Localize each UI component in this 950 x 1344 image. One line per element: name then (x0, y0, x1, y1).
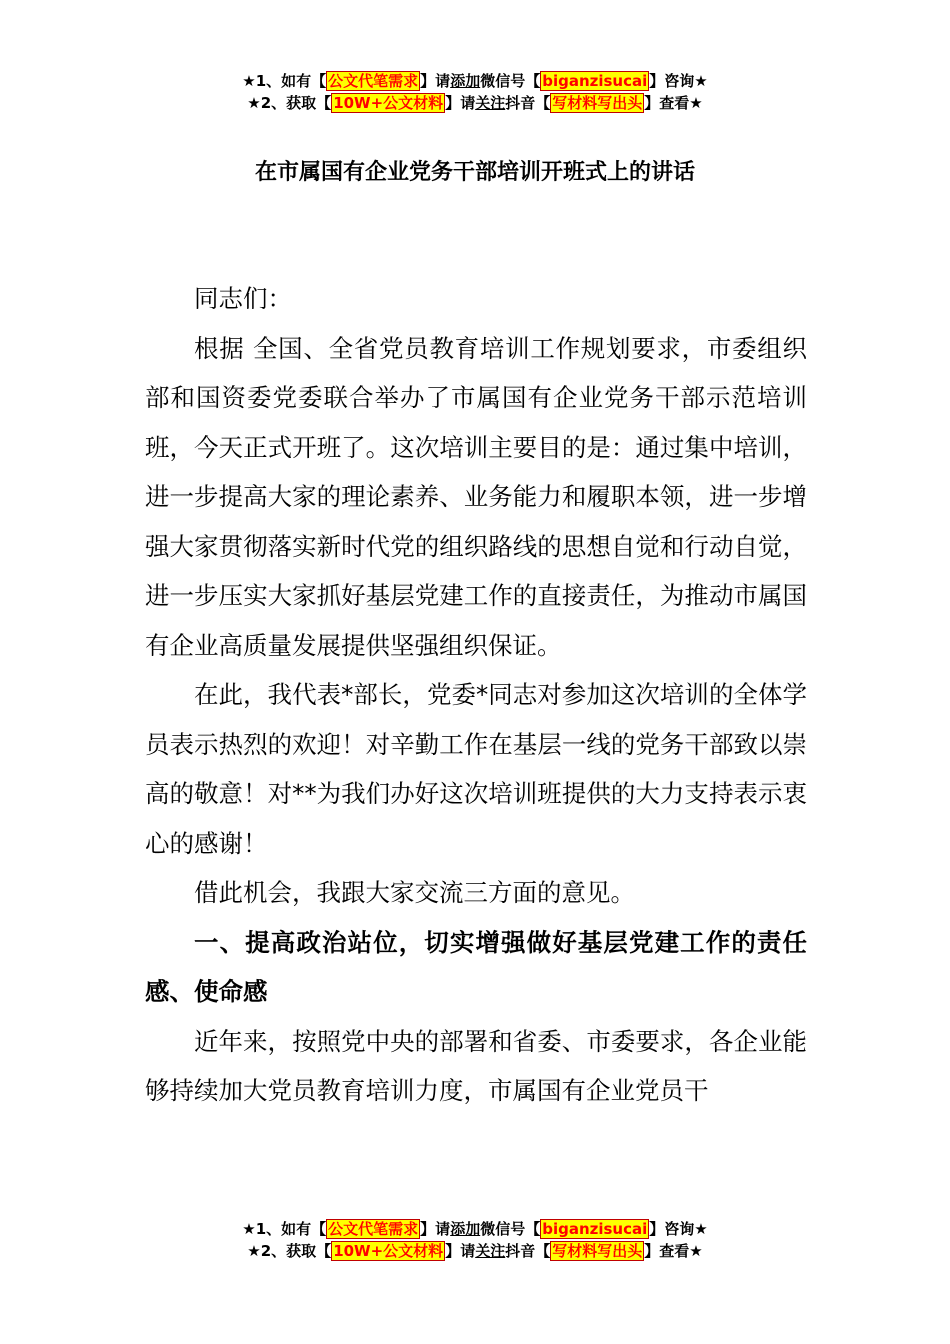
banner-highlight: 10W+公文材料 (333, 1242, 444, 1260)
section-heading-1: 一、提高政治站位，切实增强做好基层党建工作的责任感、使命感 (145, 927, 807, 1006)
banner-text: 】请 (420, 1220, 451, 1238)
paragraph-3: 借此机会，我跟大家交流三方面的意见。 (194, 878, 635, 907)
banner-line-1 (0, 1218, 950, 1240)
banner-underline: 添加 (450, 1220, 481, 1238)
document-body (145, 274, 807, 1116)
banner-line-2 (0, 92, 950, 114)
banner-highlight: 公文代笔需求 (328, 72, 419, 90)
paragraph-1: 根据 全国、全省党员教育培训工作规划要求，市委组织部和国资委党委联合举办了市属国有企业党务干部示范培训班，今天正式开班了。这次培训主要目的是：通过集中培训，进一步提高大家的理论素养、业务能力和履职本领，进一步增强大家贯彻落实新时代党的组织路线的思想自觉和行动自觉，进一步压实大家抓好基层党建工作的直接责任，为推动市属国有企业高质量发展提供坚强组织保证。 (145, 333, 807, 660)
banner-highlight: biganzisucai (542, 1220, 648, 1238)
banner-line-2 (0, 1240, 950, 1262)
banner-text: 抖音【 (505, 94, 551, 112)
banner-underline: 添加 (450, 72, 481, 90)
banner-highlight: 写材料写出头 (552, 94, 643, 112)
greeting: 同志们： (194, 284, 292, 313)
banner-text: 】查看★ (644, 94, 703, 112)
banner-text: 】咨询★ (649, 72, 708, 90)
banner-text: 】请 (445, 1242, 476, 1260)
header-banner (0, 70, 950, 114)
banner-underline: 关注 (475, 94, 506, 112)
banner-text: 】请 (420, 72, 451, 90)
banner-text: 】咨询★ (649, 1220, 708, 1238)
banner-text: 微信号【 (480, 1220, 541, 1238)
banner-text: ★2、获取【 (247, 94, 332, 112)
banner-highlight: 公文代笔需求 (328, 1220, 419, 1238)
banner-text: ★1、如有【 (242, 1220, 327, 1238)
banner-text: ★2、获取【 (247, 1242, 332, 1260)
banner-highlight: 10W+公文材料 (333, 94, 444, 112)
banner-text: 微信号【 (480, 72, 541, 90)
document-title: 在市属国有企业党务干部培训开班式上的讲话 (254, 160, 695, 185)
banner-text: 】查看★ (644, 1242, 703, 1260)
paragraph-2: 在此，我代表*部长，党委*同志对参加这次培训的全体学员表示热烈的欢迎！对辛勤工作在基层一线的党务干部致以崇高的敬意！对**为我们办好这次培训班提供的大力支持表示衷心的感谢！ (145, 680, 807, 858)
banner-text: 抖音【 (505, 1242, 551, 1260)
banner-underline: 关注 (475, 1242, 506, 1260)
banner-highlight: 写材料写出头 (552, 1242, 643, 1260)
paragraph-4: 近年来，按照党中央的部署和省委、市委要求，各企业能够持续加大党员教育培训力度，市属国有企业党员干 (145, 1026, 807, 1105)
banner-text: 】请 (445, 94, 476, 112)
banner-highlight: biganzisucai (542, 72, 648, 90)
banner-text: ★1、如有【 (242, 72, 327, 90)
banner-line-1 (0, 70, 950, 92)
footer-banner (0, 1218, 950, 1262)
